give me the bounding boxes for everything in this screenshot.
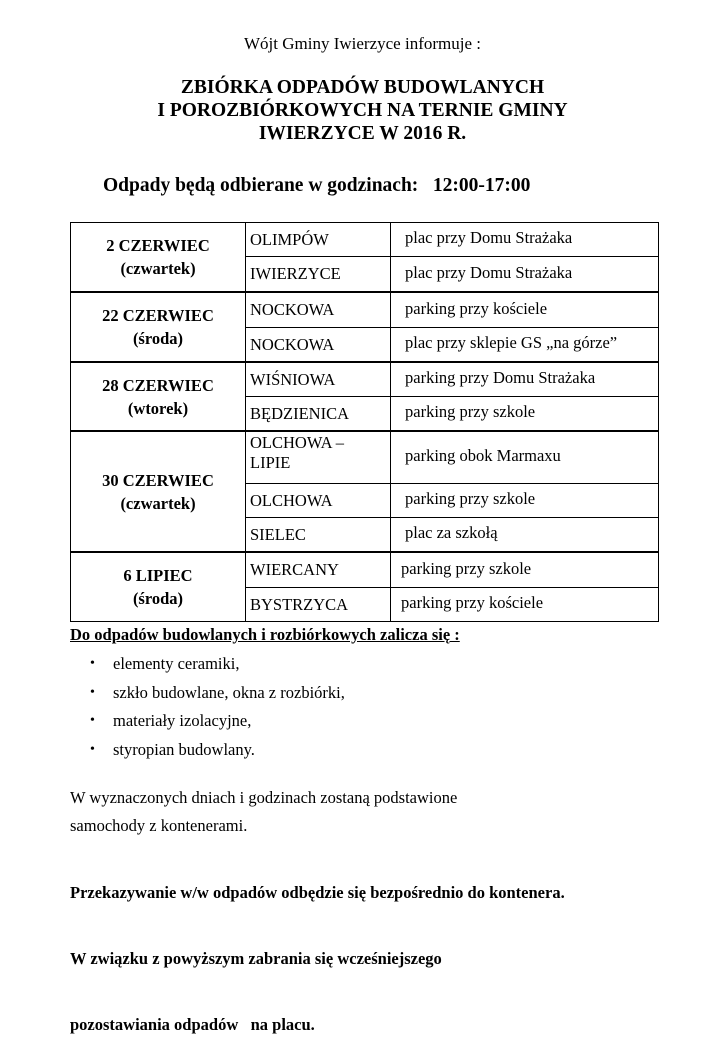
waste-types-heading: Do odpadów budowlanych i rozbiórkowych zalicza się : [70, 625, 460, 644]
village-line-2: LIPIE [250, 453, 291, 472]
date-label: 30 CZERWIEC [102, 470, 214, 490]
title-line-1: ZBIÓRKA ODPADÓW BUDOWLANYCH [180, 77, 545, 98]
weekday-label: (czwartek) [120, 259, 196, 278]
title-line-3: IWIERZYCE W 2016 R. [258, 123, 467, 144]
village-line-1: OLCHOWA – [250, 433, 344, 452]
village-cell: NOCKOWA [246, 328, 391, 363]
bullet-icon: • [90, 741, 95, 757]
village-cell: OLCHOWA [246, 484, 391, 518]
bullet-icon: • [90, 684, 95, 700]
info-paragraph-line-1: W wyznaczonych dniach i godzinach zostaną podstawione [70, 788, 458, 807]
date-cell [71, 223, 246, 293]
table-row [71, 552, 659, 588]
list-item [70, 679, 345, 708]
location-cell: parking przy kościele [391, 588, 659, 622]
location-cell: parking przy szkole [391, 552, 659, 588]
info-paragraph-line-2: samochody z kontenerami. [70, 816, 248, 835]
village-cell: IWIERZYCE [246, 257, 391, 293]
location-cell: parking przy kościele [391, 292, 659, 328]
bullet-icon: • [90, 713, 95, 728]
weekday-label: (środa) [132, 589, 184, 608]
location-cell: plac za szkołą [391, 518, 659, 553]
page-title [0, 76, 725, 145]
notice-line-1: Przekazywanie w/w odpadów odbędzie się bezpośrednio do kontenera. [70, 883, 565, 902]
list-item-text: elementy ceramiki, [113, 654, 240, 673]
notice-block [70, 838, 565, 1058]
weekday-label: (środa) [132, 329, 184, 348]
village-cell: NOCKOWA [246, 292, 391, 328]
list-item-text: materiały izolacyjne, [113, 711, 252, 730]
location-cell: plac przy sklepie GS „na górze” [391, 328, 659, 363]
table-row [71, 362, 659, 397]
list-item-text: styropian budowlany. [113, 739, 255, 759]
date-label: 6 LIPIEC [123, 566, 193, 585]
date-cell [71, 431, 246, 552]
location-cell: parking przy szkole [391, 397, 659, 432]
collection-hours: Odpady będą odbierane w godzinach: 12:00-17:00 [103, 175, 531, 196]
date-cell [71, 292, 246, 362]
village-cell: BYSTRZYCA [246, 588, 391, 622]
date-label: 2 CZERWIEC [106, 236, 210, 255]
date-cell [71, 552, 246, 622]
waste-types-list [70, 650, 345, 764]
notice-line-3: pozostawiania odpadów na placu. [70, 1015, 315, 1034]
list-item [70, 707, 345, 736]
schedule-table [70, 222, 659, 622]
village-cell: OLIMPÓW [246, 223, 391, 257]
village-cell: WIERCANY [246, 552, 391, 588]
village-cell: SIELEC [246, 518, 391, 553]
date-cell [71, 362, 246, 431]
location-cell: plac przy Domu Strażaka [391, 223, 659, 257]
list-item [70, 650, 345, 679]
location-cell: parking przy Domu Strażaka [391, 362, 659, 397]
announcement-header: Wójt Gminy Iwierzyce informuje : [244, 34, 481, 53]
village-cell: BĘDZIENICA [246, 397, 391, 432]
table-row [71, 292, 659, 328]
weekday-label: (czwartek) [120, 493, 196, 513]
date-label: 28 CZERWIEC [102, 375, 214, 395]
notice-line-2: W związku z powyższym zabrania się wcześniejszego [70, 949, 442, 968]
weekday-label: (wtorek) [127, 398, 189, 418]
bullet-icon: • [90, 656, 95, 671]
village-cell [246, 431, 391, 484]
list-item [70, 736, 345, 765]
location-cell: plac przy Domu Strażaka [391, 257, 659, 293]
location-cell: parking przy szkole [391, 484, 659, 518]
list-item-text: szkło budowlane, okna z rozbiórki, [113, 682, 345, 702]
table-row [71, 223, 659, 257]
table-row [71, 431, 659, 484]
location-cell: parking obok Marmaxu [391, 431, 659, 484]
date-label: 22 CZERWIEC [102, 306, 214, 325]
title-line-2: I POROZBIÓRKOWYCH NA TERNIE GMINY [157, 100, 568, 121]
village-cell: WIŚNIOWA [246, 362, 391, 397]
